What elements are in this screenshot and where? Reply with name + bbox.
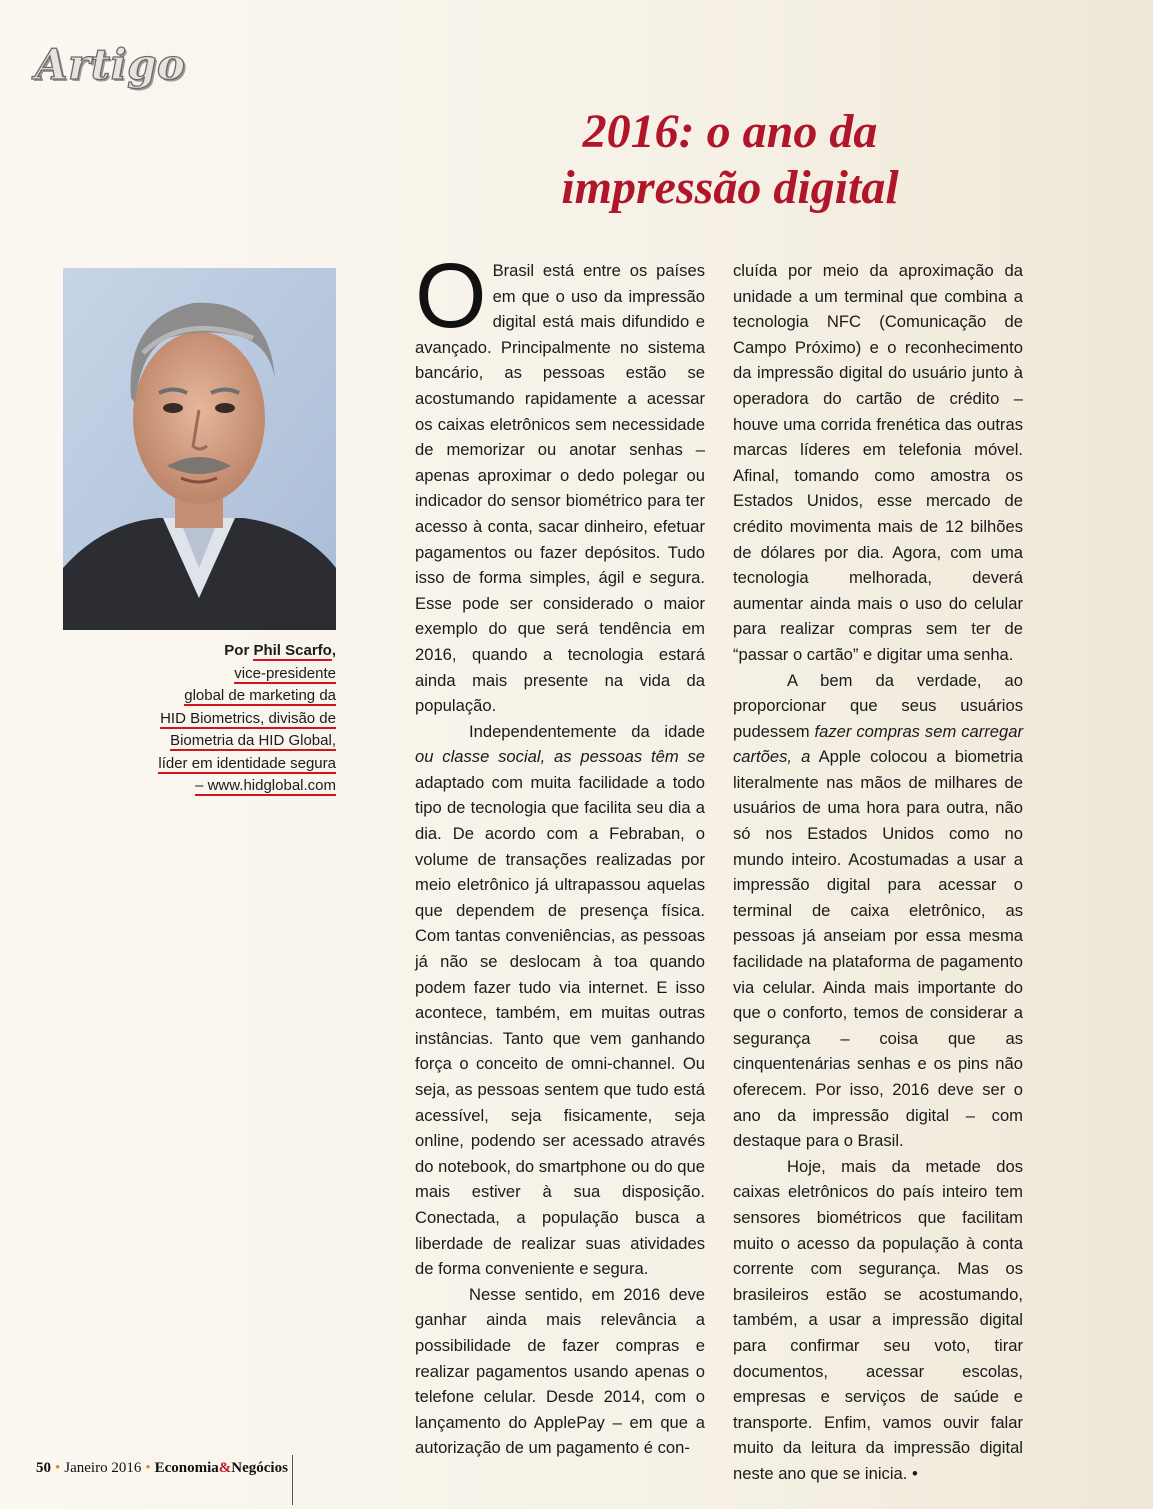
paragraph-3: Nesse sentido, em 2016 deve ganhar ainda mais relevância a possibilidade de fazer compras e realizar pagamentos usando apenas o telefone celular. Desde 2014, com o lançamento do ApplePay – em que a autorização de um pagamento é con- xyxy=(415,1284,705,1458)
article-column-1 xyxy=(415,245,705,1461)
paragraph-2-text-b: adaptado com muita facilidade a todo tipo de tecnologia que facilita seu dia a dia. De acordo com a Febraban, o volume de transações realizadas por meio eletrônico já ultrapassou aquelas que dependem de presença física. Com tantas conveniências, as pessoas já não se deslocam à toa quando podem fazer tudo via internet. E isso acontece, também, em muitas outras instâncias. Tanto que vem ganhando força o conceito de omni-channel. Ou seja, as pessoas sentem que tudo está acessível, seja fisicamente, seja online, podendo ser acessado através do notebook, do smartphone ou do que mais estiver à sua disposição. Conectada, a população busca a liberdade de realizar suas atividades de forma conveniente e segura. xyxy=(415,772,705,1279)
author-photo xyxy=(63,268,336,630)
paragraph-1 xyxy=(415,245,705,719)
page-number: 50 xyxy=(36,1460,51,1476)
byline-prefix: Por xyxy=(224,642,250,659)
article-column-2 xyxy=(733,258,1023,1487)
byline-line-4: Biometria da HID Global, xyxy=(170,732,336,749)
paragraph-6: Hoje, mais da metade dos caixas eletrônicos do país inteiro tem sensores biométricos que facilitam muito o acesso da população à conta corrente com segurança. Mas os brasileiros estão se acostumando, também, a usar a impressão digital para confirmar seu voto, tirar documentos, acessar escolas, empresas e serviços de saúde e transporte. Enfim, vamos ouvir falar muito da leitura da impressão digital neste ano que se inicia. • xyxy=(733,1156,1023,1483)
drop-cap: O xyxy=(415,245,487,347)
paragraph-5-text-a: A bem da verdade, ao proporcionar que seus usuários pudessem xyxy=(733,670,1023,741)
magazine-ampersand: & xyxy=(218,1460,232,1476)
paragraph-4: cluída por meio da aproximação da unidade a um terminal que combina a tecnologia NFC (Comunicação de Campo Próximo) e o reconhecimento da impressão digital do usuário junto à operadora do cartão de crédito – houve uma corrida frenética das outras marcas líderes em telefonia móvel. Afinal, tomando como amostra os Estados Unidos, esse mercado de crédito movimenta mais de 12 bilhões de dólares por dia. Agora, com uma tecnologia melhorada, deverá aumentar ainda mais o uso do celular para realizar compras sem ter de “passar o cartão” e digitar uma senha. xyxy=(733,261,1023,664)
byline-name-line xyxy=(110,640,336,663)
paragraph-2-italic: ou classe social, as pessoas têm se xyxy=(415,747,705,767)
paragraph-2-text-a: Independentemente da idade xyxy=(469,721,705,741)
paragraph-5 xyxy=(733,668,1023,1154)
byline-line-1: vice-presidente xyxy=(234,664,336,682)
page-footer xyxy=(36,1460,288,1477)
magazine-name-2: Negócios xyxy=(231,1460,288,1476)
magazine-name-1: Economia xyxy=(154,1460,219,1476)
byline-line-6: – www.hidglobal.com xyxy=(195,777,336,794)
title-line-2: impressão digital xyxy=(561,161,899,214)
byline-comma: , xyxy=(331,642,336,659)
paragraph-5-text-b: Apple colocou a biometria literalmente nas mãos de milhares de usuários de uma hora para outra, não só nos Estados Unidos como no mundo inteiro. Acostumadas a usar a impressão digital para acessar o terminal de caixa eletrônico, as pessoas já anseiam por essa mesma facilidade na plataforma de pagamento via celular. Ainda mais importante do que o conforto, temos de considerar a segurança – coisa que as cinquentenárias senhas e os pins não oferecem. Por isso, 2016 deve ser o ano da impressão digital – com destaque para o Brasil. xyxy=(733,747,1023,1151)
paragraph-5-italic: fazer compras sem carregar cartões, a xyxy=(733,721,1023,767)
footer-divider xyxy=(292,1455,293,1505)
section-label: Artigo xyxy=(35,40,186,89)
paragraph-2 xyxy=(415,719,705,1282)
byline-line-5: líder em identidade segura xyxy=(158,754,336,772)
footer-separator-1: • xyxy=(55,1460,61,1476)
byline-line-3: HID Biometrics, divisão de xyxy=(160,709,336,727)
title-line-1: 2016: o ano da xyxy=(582,105,878,158)
author-name: Phil Scarfo xyxy=(253,642,332,659)
author-byline xyxy=(110,640,336,798)
issue-date: Janeiro 2016 xyxy=(64,1460,142,1476)
article-title xyxy=(400,104,1060,216)
byline-line-2: global de marketing da xyxy=(184,687,336,704)
footer-separator-2: • xyxy=(145,1460,151,1476)
paragraph-1-text: Brasil está entre os países em que o uso da impressão digital está mais difundido e avançado. Principalmente no sistema bancário, as pessoas estão se acostumando rapidamente a acessar os caixas eletrônicos sem necessidade de memorizar ou anotar senhas – apenas aproximar o dedo polegar ou indicador do sensor biométrico para ter acesso à conta, sacar dinheiro, efetuar pagamentos ou fazer depósitos. Tudo isso de forma simples, ágil e segura. Esse pode ser considerado o maior exemplo do que será tendência em 2016, quando a tecnologia estará ainda mais presente na vida da população. xyxy=(415,261,705,716)
